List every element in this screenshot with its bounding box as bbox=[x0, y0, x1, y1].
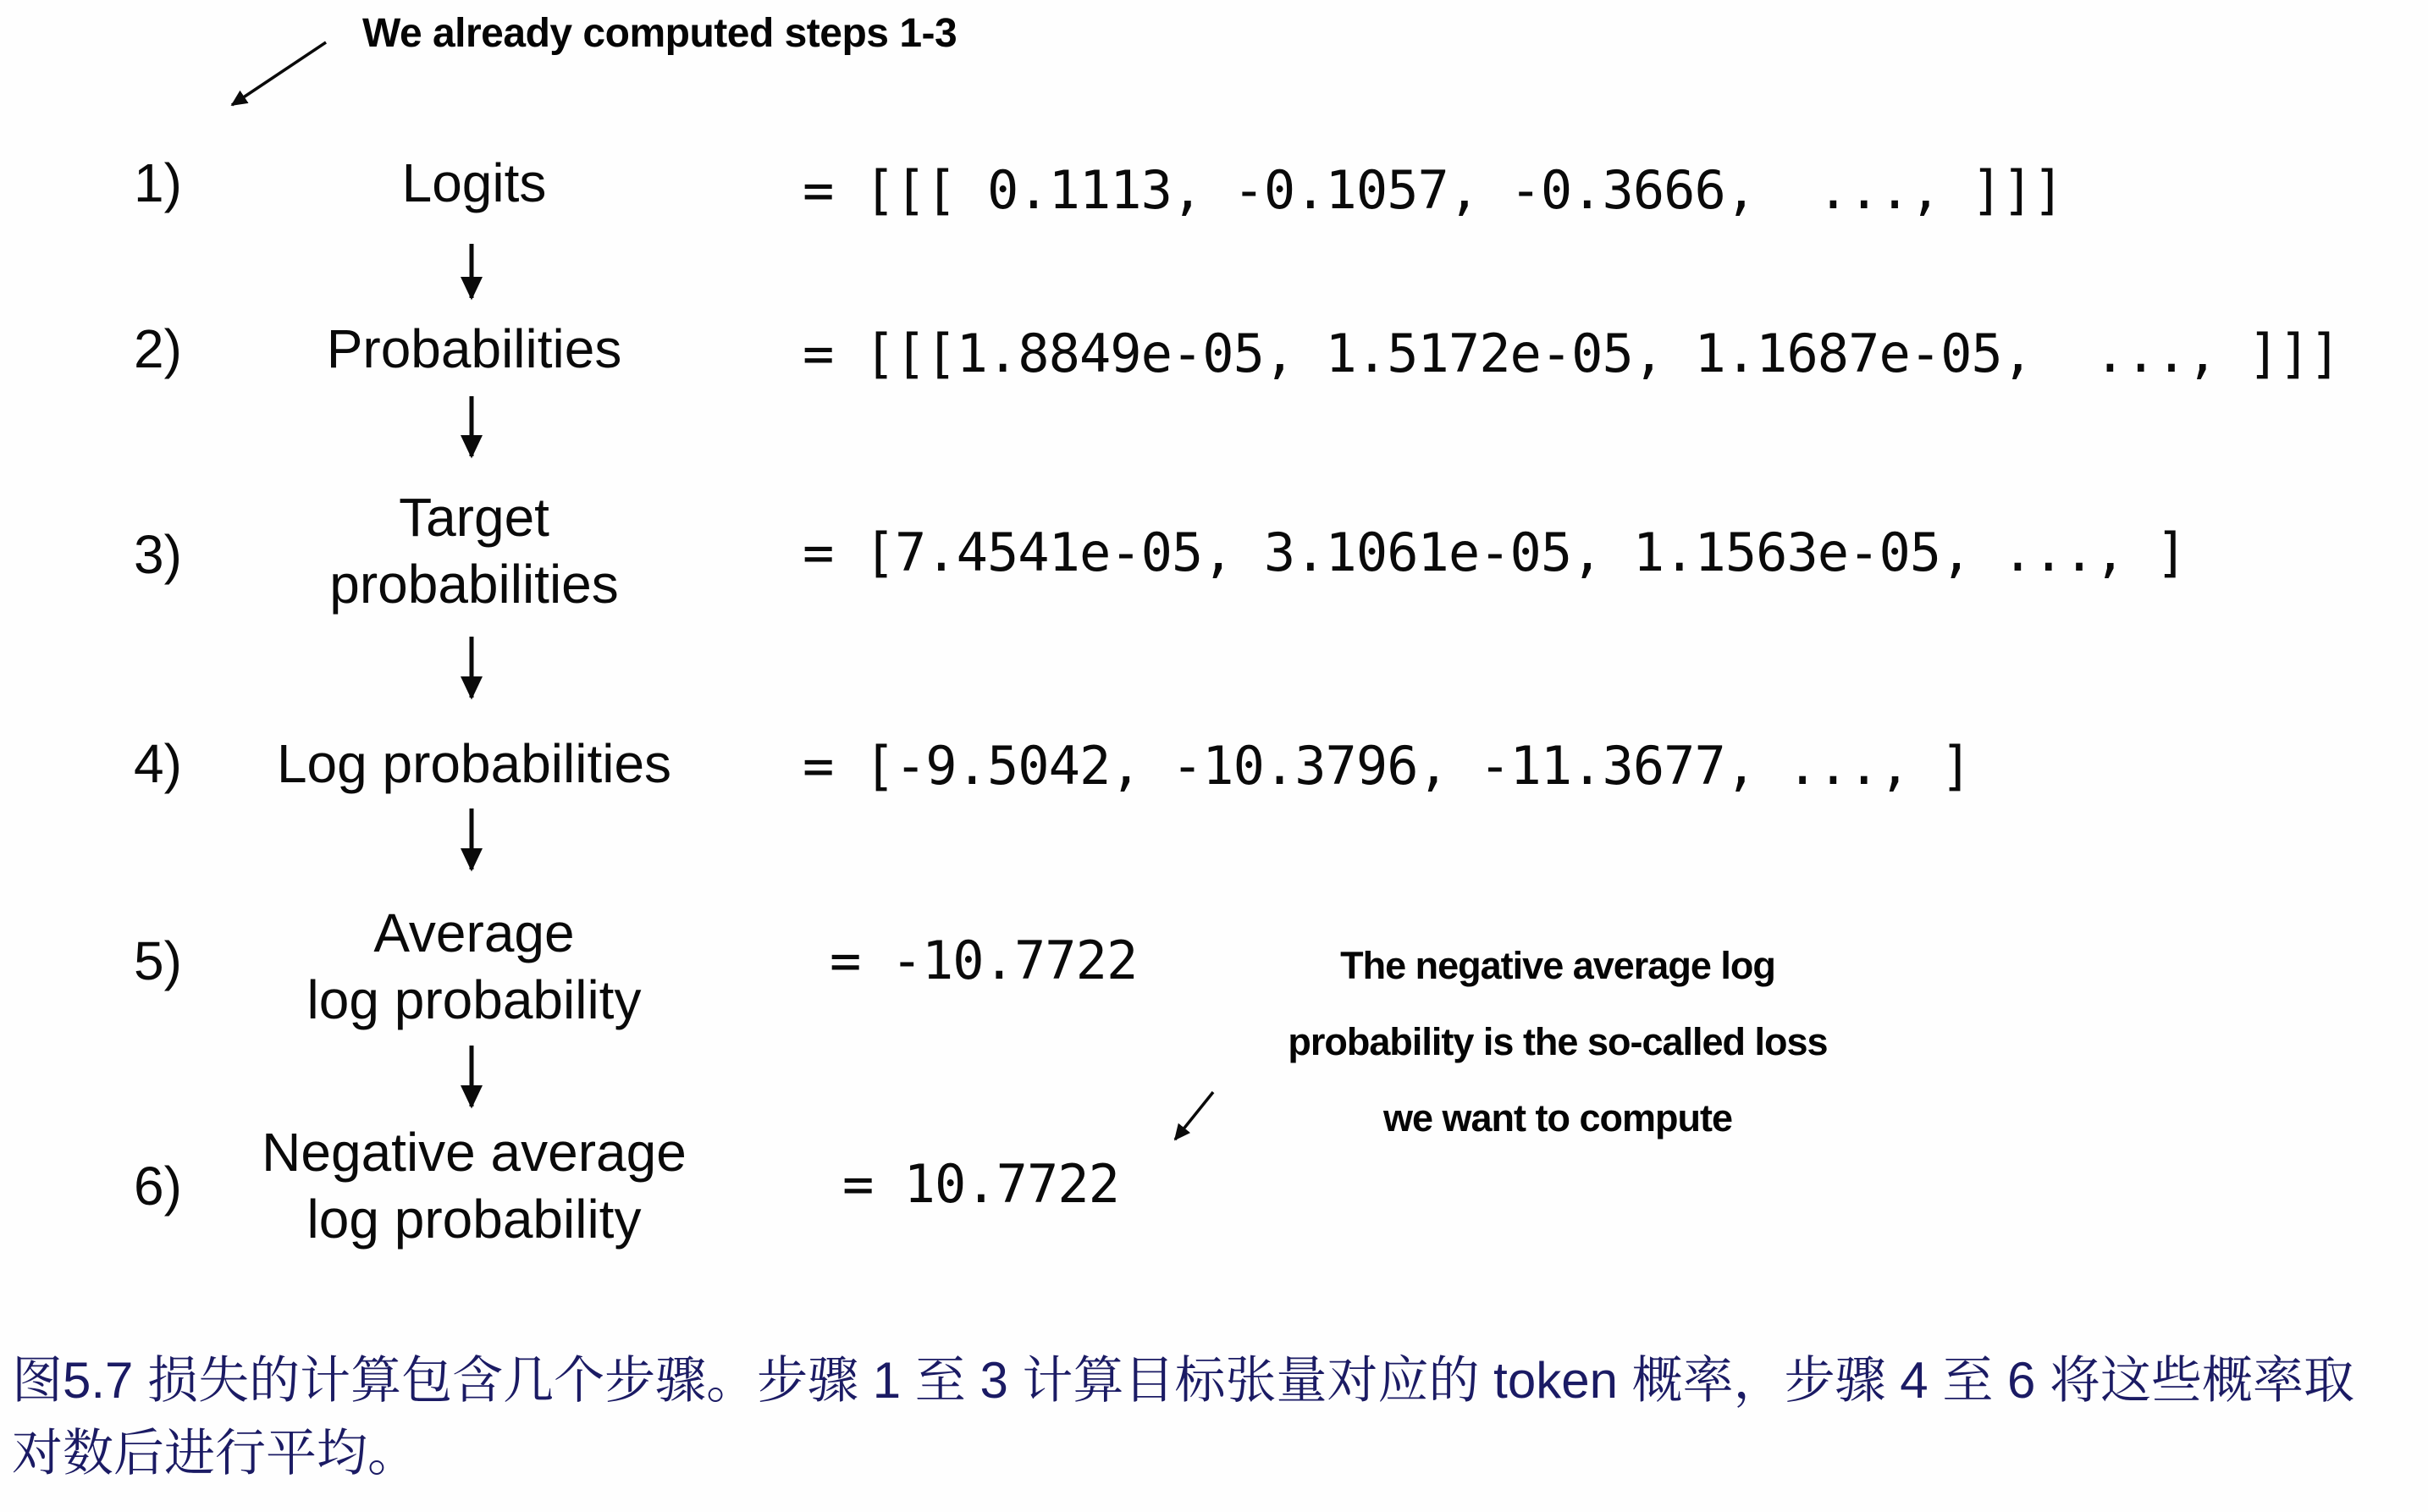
step-value-probabilities: = [[[1.8849e-05, 1.5172e-05, 1.1687e-05, ..., ]]] bbox=[803, 323, 2341, 384]
figure-caption-line-1: 图5.7 损失的计算包含几个步骤。步骤 1 至 3 计算目标张量对应的 token 概率，步骤 4 至 6 将这些概率取 bbox=[12, 1352, 2355, 1409]
step-label-line: Target bbox=[399, 487, 549, 548]
step-label-negative-average-log-probability bbox=[237, 1119, 711, 1253]
step-value-negative-average-log-probability: = 10.7722 bbox=[842, 1153, 1119, 1215]
step-label-line: Logits bbox=[401, 152, 547, 213]
step-number-1: 1) bbox=[134, 152, 182, 213]
step-label-target-probabilities bbox=[237, 484, 711, 618]
loss-annotation-line: probability is the so-called loss bbox=[1288, 1020, 1828, 1063]
step-value-target-probabilities: = [7.4541e-05, 3.1061e-05, 1.1563e-05, ..., ] bbox=[803, 521, 2187, 583]
step-label-line: log probability bbox=[306, 969, 642, 1030]
step-label-line: Probabilities bbox=[326, 318, 622, 379]
step-number-5: 5) bbox=[134, 930, 182, 991]
step-number-4: 4) bbox=[134, 733, 182, 794]
loss-annotation bbox=[1185, 928, 1930, 1156]
step-value-average-log-probability: = -10.7722 bbox=[830, 930, 1138, 991]
annotation-arrow-steps-1-3 bbox=[232, 42, 326, 105]
loss-annotation-line: The negative average log bbox=[1340, 944, 1775, 987]
step-label-probabilities bbox=[237, 318, 711, 379]
figure-caption-line-2: 对数后进行平均。 bbox=[12, 1425, 418, 1482]
step-number-2: 2) bbox=[134, 318, 182, 379]
figure-caption bbox=[12, 1344, 2426, 1490]
step-value-log-probabilities: = [-9.5042, -10.3796, -11.3677, ..., ] bbox=[803, 735, 1972, 797]
step-label-line: Negative average bbox=[262, 1122, 687, 1183]
step-label-line: log probability bbox=[306, 1189, 642, 1250]
step-label-line: Average bbox=[373, 902, 575, 963]
loss-annotation-line: we want to compute bbox=[1382, 1096, 1733, 1140]
step-label-line: Log probabilities bbox=[276, 733, 672, 794]
step-label-average-log-probability bbox=[237, 900, 711, 1034]
step-value-logits: = [[[ 0.1113, -0.1057, -0.3666, ..., ]]] bbox=[803, 159, 2064, 221]
step-label-line: probabilities bbox=[329, 554, 619, 615]
step-label-logits bbox=[237, 152, 711, 213]
step-label-log-probabilities bbox=[237, 733, 711, 794]
top-annotation: We already computed steps 1-3 bbox=[362, 11, 957, 56]
step-number-3: 3) bbox=[134, 524, 182, 585]
step-number-6: 6) bbox=[134, 1156, 182, 1217]
